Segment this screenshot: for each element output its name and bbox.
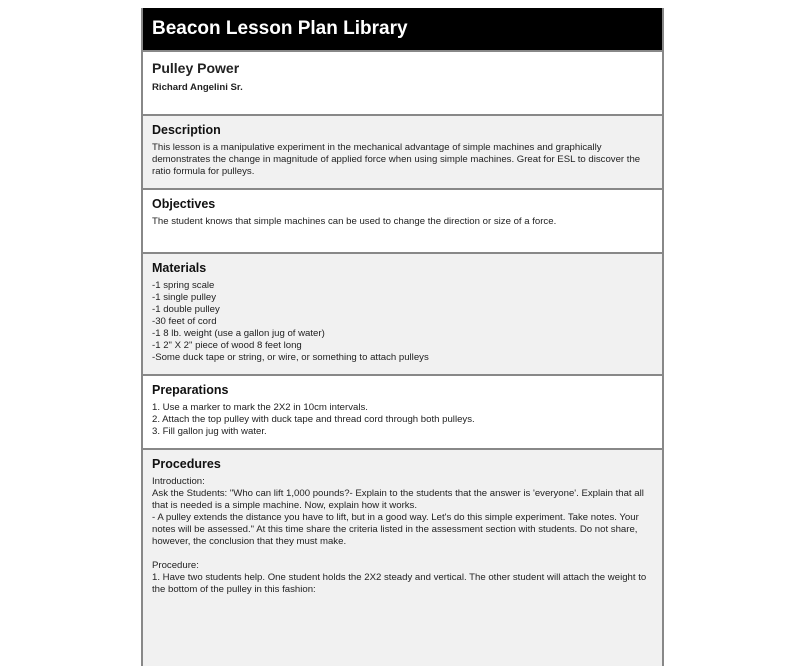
list-item: 2. Attach the top pulley with duck tape and thread cord through both pulleys. xyxy=(152,414,475,425)
list-item: -1 double pulley xyxy=(152,304,220,315)
description-section xyxy=(143,114,662,188)
materials-heading: Materials xyxy=(152,261,207,275)
list-item: -1 8 lb. weight (use a gallon jug of water) xyxy=(152,328,325,339)
materials-section xyxy=(143,252,662,374)
procedures-section xyxy=(143,448,662,666)
list-item: -30 feet of cord xyxy=(152,316,217,327)
site-header: Beacon Lesson Plan Library xyxy=(143,8,662,50)
description-text: This lesson is a manipulative experiment in the mechanical advantage of simple machines and graphically demonstrates the change in magnitude of applied force when using simple machines. Great for ESL to discover the ratio formula for pulleys. xyxy=(152,142,641,177)
preparations-section xyxy=(143,374,662,448)
lesson-title-section xyxy=(143,50,662,114)
objectives-section xyxy=(143,188,662,252)
procedures-heading: Procedures xyxy=(152,457,221,471)
preparations-heading: Preparations xyxy=(152,383,229,397)
lesson-title: Pulley Power xyxy=(152,60,240,76)
objectives-heading: Objectives xyxy=(152,197,216,211)
intro-text: - A pulley extends the distance you have to lift, but in a good way. Let's do this simple experiment. Take notes. Your notes will be assessed." At this time share the criteria listed in the assessment section with students. Do not share, however, the conclusion that they must make. xyxy=(152,512,639,547)
list-item: -Some duck tape or string, or wire, or something to attach pulleys xyxy=(152,352,429,363)
list-item: -1 2" X 2" piece of wood 8 feet long xyxy=(152,340,302,351)
procedure-label: Procedure: xyxy=(152,560,199,571)
list-item: -1 single pulley xyxy=(152,292,216,303)
intro-text: Ask the Students: "Who can lift 1,000 pounds?- Explain to the students that the answer is 'everyone'. Explain that all that is needed is a simple machine. Now, explain how it works. xyxy=(152,488,644,511)
procedure-step: 1. Have two students help. One student holds the 2X2 steady and vertical. The other student will attach the weight to the bottom of the pulley in this fashion: xyxy=(152,572,647,595)
objectives-text: The student knows that simple machines can be used to change the direction or size of a force. xyxy=(152,216,557,227)
intro-label: Introduction: xyxy=(152,476,205,487)
lesson-author: Richard Angelini Sr. xyxy=(152,82,243,93)
list-item: -1 spring scale xyxy=(152,280,215,291)
description-heading: Description xyxy=(152,123,221,137)
lesson-page xyxy=(141,8,664,666)
list-item: 3. Fill gallon jug with water. xyxy=(152,426,267,437)
list-item: 1. Use a marker to mark the 2X2 in 10cm intervals. xyxy=(152,402,368,413)
